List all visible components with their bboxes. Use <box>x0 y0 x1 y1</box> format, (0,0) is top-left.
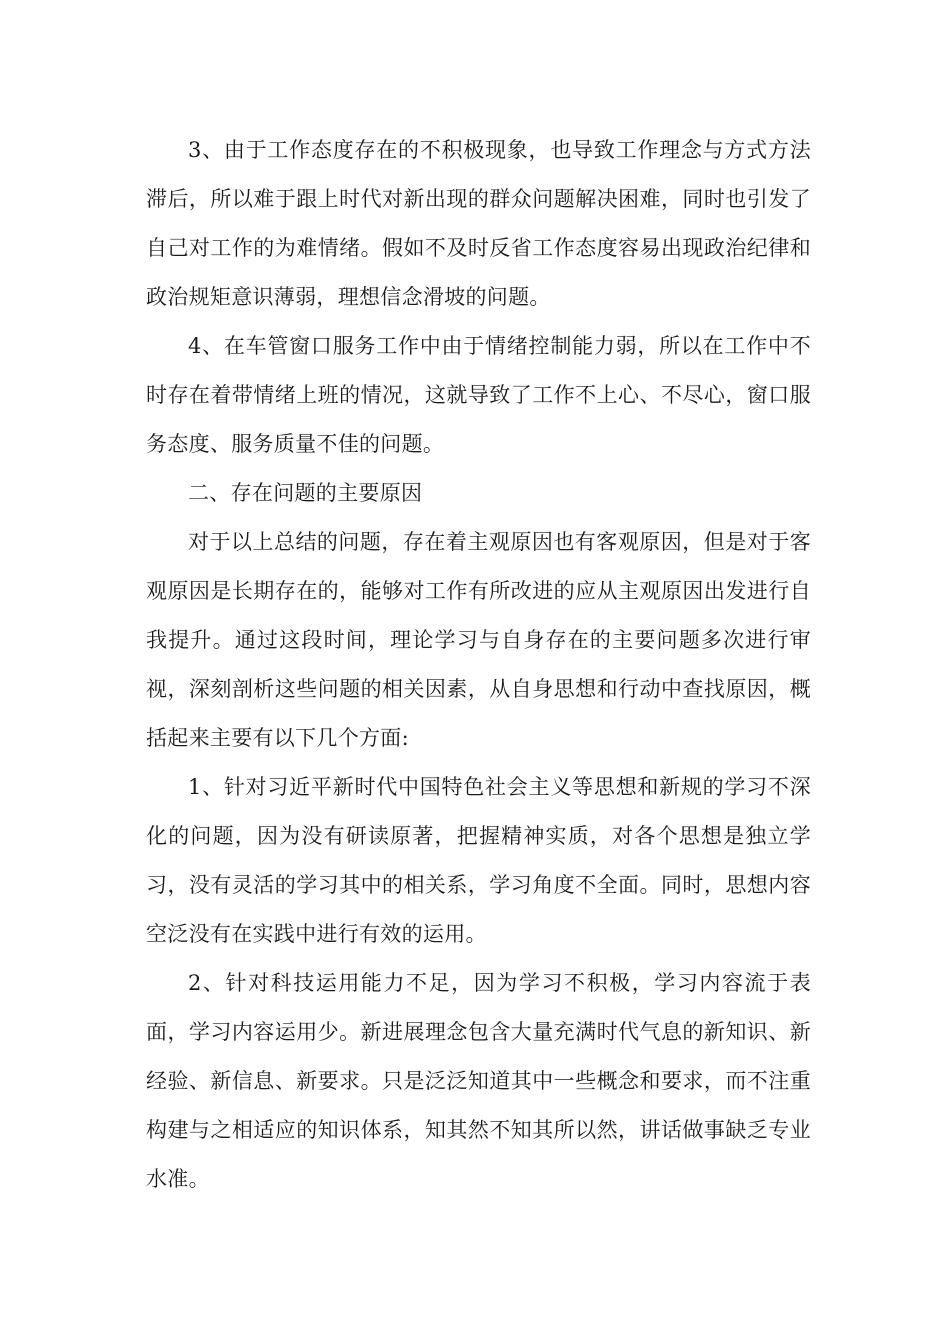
paragraph-cause-study: 1、针对习近平新时代中国特色社会主义等思想和新规的学习不深化的问题，因为没有研读原著，把握精神实质，对各个思想是独立学习，没有灵活的学习其中的相关系，学习角度不全面。同时，思想内容空泛没有在实践中进行有效的运用。 <box>146 775 811 946</box>
paragraph-cause-technology: 2、针对科技运用能力不足，因为学习不积极，学习内容流于表面，学习内容运用少。新进展理念包含大量充满时代气息的新知识、新经验、新信息、新要求。只是泛泛知道其中一些概念和要求，而不注重构建与之相适应的知识体系，知其然不知其所以然，讲话做事缺乏专业水准。 <box>146 971 811 1191</box>
paragraph-causes-intro: 对于以上总结的问题，存在着主观原因也有客观原因，但是对于客观原因是长期存在的，能够对工作有所改进的应从主观原因出发进行自我提升。通过这段时间，理论学习与自身存在的主要问题多次进行审视，深刻剖析这些问题的相关因素，从自身思想和行动中查找原因，概括起来主要有以下几个方面: <box>146 530 811 750</box>
paragraph-attitude-issue: 3、由于工作态度存在的不积极现象，也导致工作理念与方式方法滞后，所以难于跟上时代对新出现的群众问题解决困难，同时也引发了自己对工作的为难情绪。假如不及时反省工作态度容易出现政治纪律和政治规矩意识薄弱，理想信念滑坡的问题。 <box>146 138 811 309</box>
section-heading-main-causes: 二、存在问题的主要原因 <box>188 481 423 505</box>
paragraph-window-service-issue: 4、在车管窗口服务工作中由于情绪控制能力弱，所以在工作中不时存在着带情绪上班的情况，这就导致了工作不上心、不尽心，窗口服务态度、服务质量不佳的问题。 <box>146 334 811 456</box>
document-page <box>146 126 811 1204</box>
